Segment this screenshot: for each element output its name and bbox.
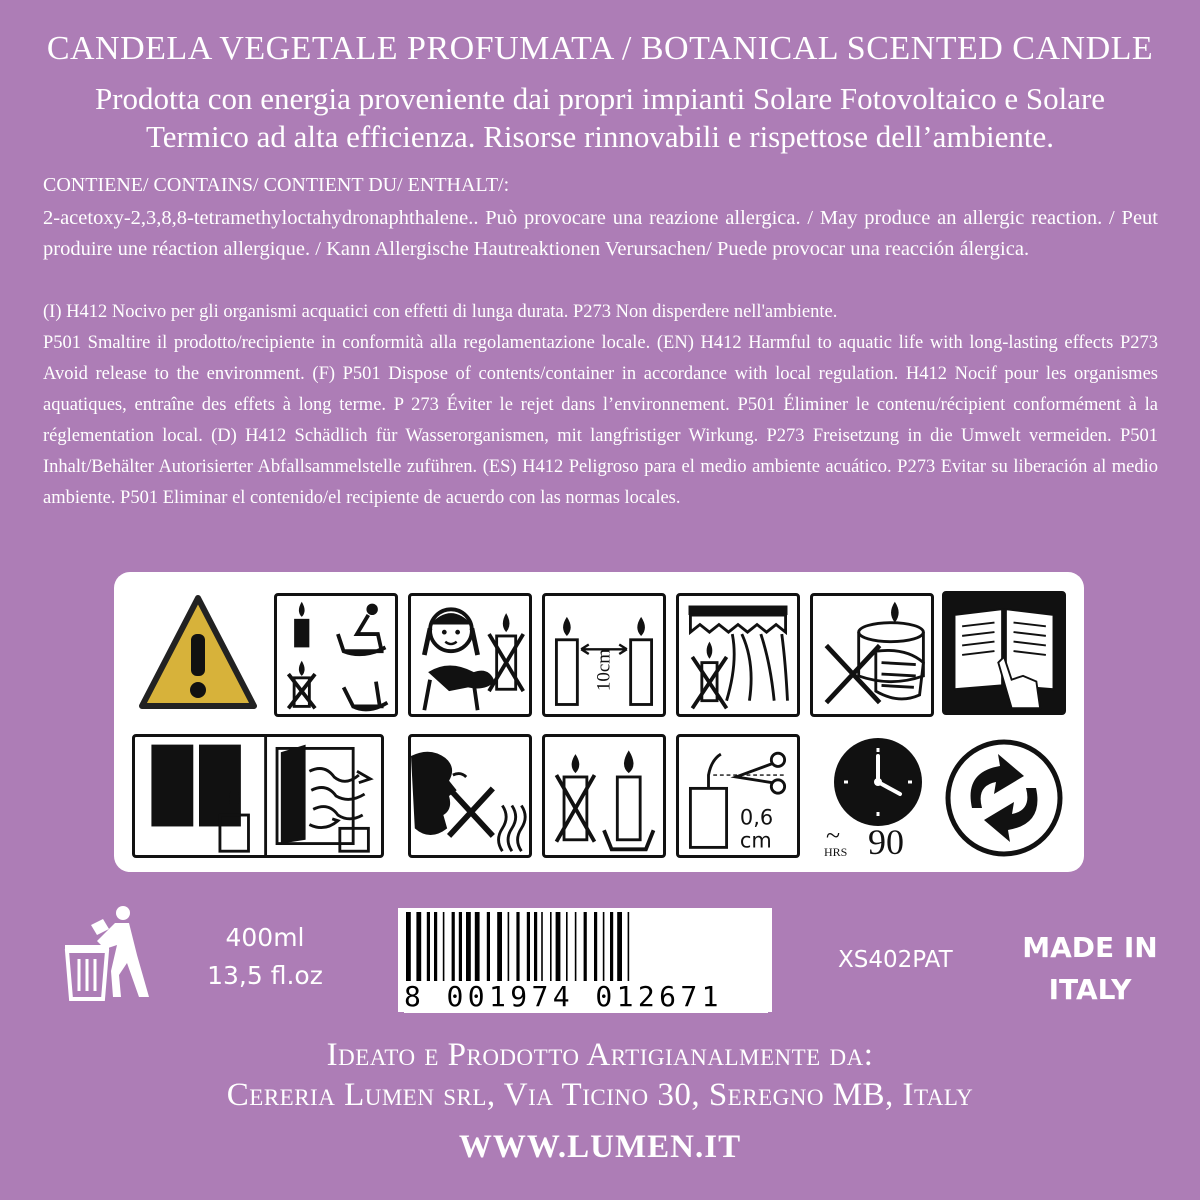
hazard-text: P501 Smaltire il prodotto/recipiente in conformità alla regolamentazione locale. (EN) H412 Harmful to aquatic life with long-lasting effects P273 Avoid release to the environment. (F) P501 Dispose of contents/container in accordance with local regulation. H412 Nocif pour les organismes aquatiques, entraîne des effets à long terme. P 273 Éviter le rejet dans l’environnement. P501 Éliminer le contenu/récipient conformément à la réglementation local. (D) H412 Schädlich für Wasserorganismen, mit langfristiger Wirkung. P273 Freisetzung in die Umwelt vermeiden. P501 Inhalt/Behälter Autorisierter Abfallsammelstelle zuführen. (ES) H412 Peligroso para el medio ambiente acuático. P273 Evitar su liberación al medio ambiente. P501 Eliminar el contenido/el recipiente de acuerdo con las normas locales. — [43, 333, 1158, 508]
trash-bin-disposal-icon — [63, 905, 163, 1005]
energy-statement: Prodotta con energia proveniente dai propri impianti Solare Fotovoltaico e Solare Termico ad alta efficienza. Risorse rinnovabili e rispettose dell’ambiente. — [94, 81, 1106, 154]
origin-line-2: ITALY — [1048, 973, 1132, 1006]
volume-ml: 400ml — [225, 923, 305, 952]
product-info-row — [0, 905, 1200, 1015]
barcode-bar — [497, 912, 502, 988]
barcode-bar — [434, 912, 437, 988]
distance-label: 10cm — [593, 648, 615, 692]
barcode-bar — [527, 912, 530, 988]
distance-between-candles-icon — [542, 593, 666, 717]
hazard-line-italian: (I) H412 Nocivo per gli organismi acquatici con effetti di lunga durata. P273 Non disperdere nell'ambiente. — [43, 302, 838, 322]
product-title: CANDELA VEGETALE PROFUMATA / BOTANICAL SCENTED CANDLE — [46, 30, 1154, 67]
barcode-bar — [534, 912, 537, 988]
away-from-curtains-icon — [676, 593, 800, 717]
barcode-bar — [475, 912, 480, 988]
barcode-bar — [610, 912, 613, 988]
keep-away-children-pets-icon — [408, 593, 532, 717]
barcode-bar — [406, 912, 411, 988]
barcode-bar — [566, 912, 568, 988]
barcode-bar — [594, 912, 597, 988]
trim-wick-icon — [676, 734, 800, 858]
origin-line-1: MADE IN — [1022, 931, 1158, 964]
barcode-bar — [628, 912, 630, 988]
barcode-bar — [556, 912, 561, 988]
barcode-bar — [541, 912, 543, 988]
barcode-bar — [617, 912, 622, 988]
maker-intro: Ideato e Prodotto Artigianalmente da: — [326, 1037, 874, 1073]
volume-info — [180, 919, 350, 995]
pictogram-panel — [114, 572, 1084, 872]
never-leave-unattended-icon — [274, 593, 398, 717]
burn-time-unit: HRS — [824, 845, 848, 858]
burn-time-value: 90 — [868, 822, 904, 858]
barcode-number: 8 001974 012671 — [404, 981, 768, 1013]
green-dot-recycling-icon — [942, 736, 1066, 860]
barcode — [398, 908, 772, 1012]
made-in-italy — [1005, 927, 1175, 1011]
product-code: XS402PAT — [838, 947, 953, 973]
volume-floz: 13,5 fl.oz — [207, 961, 323, 990]
contains-heading: CONTIENE/ CONTAINS/ CONTIENT DU/ ENTHALT/: — [43, 174, 510, 196]
website-link[interactable]: WWW.LUMEN.IT — [458, 1129, 742, 1165]
barcode-bar — [416, 912, 421, 988]
barcode-bar — [427, 912, 430, 988]
burn-time-prefix: ~ — [826, 821, 841, 850]
barcode-bar — [603, 912, 605, 988]
barcode-bar — [584, 912, 587, 988]
barcode-bar — [487, 912, 490, 988]
allergen-warning: 2-acetoxy-2,3,8,8-tetramethyloctahydronaphthalene.. Può provocare una reazione allergica. / May produce an allergic reaction. / Peut produire une réaction allergique. / Kann Allergische Hautreaktionen Verursachen/ Puede provocar una reacción álergica. — [43, 207, 1158, 260]
wick-trim-unit: cm — [739, 828, 772, 853]
barcode-bar — [452, 912, 455, 988]
do-not-move-lit-candle-icon — [810, 593, 934, 717]
wick-trim-value: 0,6 — [739, 805, 774, 830]
barcode-bars — [398, 908, 772, 988]
use-holder-icon — [542, 734, 666, 858]
barcode-bar — [508, 912, 510, 988]
barcode-bar — [550, 912, 552, 988]
barcode-bar — [443, 912, 445, 988]
hazard-statements — [43, 297, 1158, 514]
maker-address: Cereria Lumen srl, Via Ticino 30, Seregno MB, Italy — [226, 1077, 974, 1113]
barcode-bar — [516, 912, 519, 988]
do-not-inhale-smoke-icon — [408, 734, 532, 858]
warning-icon — [136, 590, 260, 714]
burn-time-clock-icon — [810, 734, 934, 858]
barcode-bar — [466, 912, 471, 988]
no-draughts-icon — [132, 734, 384, 858]
barcode-bar — [459, 912, 462, 988]
barcode-bar — [575, 912, 577, 988]
read-instructions-icon — [942, 591, 1066, 715]
